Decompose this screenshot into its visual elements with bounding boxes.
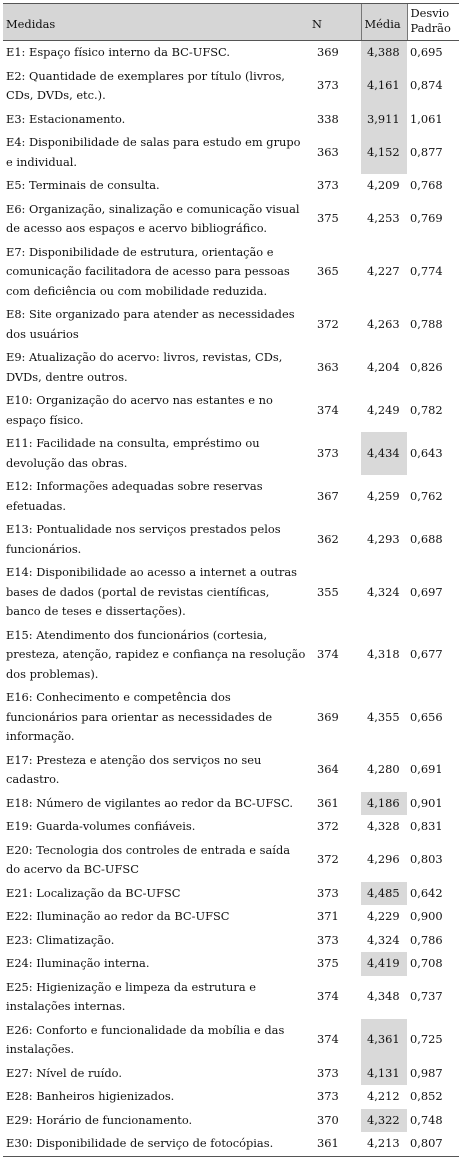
table-row [3, 241, 459, 304]
table-row [3, 65, 459, 108]
mean-cell: 4,209 [367, 178, 400, 192]
table-row [3, 108, 459, 132]
n-cell: 370 [317, 1112, 339, 1127]
table-row [3, 41, 459, 65]
n-cell: 374 [317, 1032, 339, 1047]
measure-cell: E20: Tecnologia dos controles de entrada e saída do acervo da BC-UFSC [6, 842, 291, 876]
mean-cell: 4,293 [367, 531, 400, 546]
std-dev-cell: 0,803 [410, 852, 443, 867]
n-cell: 361 [317, 795, 339, 810]
measure-cell: E27: Nível de ruído. [6, 1065, 122, 1080]
mean-cell: 4,324 [367, 932, 400, 947]
mean-cell: 4,204 [367, 359, 400, 374]
mean-cell: 4,355 [367, 709, 400, 724]
measure-cell: E15: Atendimento dos funcionários (cortesia, presteza, atenção, rapidez e confiança na resolução dos problemas). [6, 627, 306, 681]
table-row [3, 198, 459, 241]
n-cell: 375 [317, 956, 339, 970]
std-dev-cell: 0,768 [410, 178, 443, 192]
table-header [3, 4, 459, 41]
measure-cell: E18: Número de vigilantes ao redor da BC-UFSC. [6, 795, 294, 810]
table-row [3, 1019, 459, 1062]
header-n: N [309, 4, 361, 41]
std-dev-cell: 0,901 [410, 795, 443, 810]
std-dev-cell: 0,877 [410, 144, 443, 159]
mean-cell: 4,249 [367, 402, 400, 417]
measure-cell: E11: Facilidade na consulta, empréstimo ou devolução das obras. [6, 436, 260, 470]
measure-cell: E3: Estacionamento. [6, 111, 126, 126]
table-row [3, 303, 459, 346]
table-row [3, 561, 459, 624]
header-std-dev-line1: Desvio [410, 6, 450, 20]
n-cell: 372 [317, 852, 339, 867]
mean-cell: 4,227 [367, 264, 400, 278]
n-cell: 363 [317, 359, 339, 374]
std-dev-cell: 0,874 [410, 78, 443, 93]
mean-cell: 4,322 [361, 1109, 407, 1133]
n-cell: 375 [317, 211, 339, 226]
std-dev-cell: 0,788 [410, 316, 443, 331]
table-row [3, 131, 459, 174]
measure-cell: E25: Higienização e limpeza da estrutura e instalações internas. [6, 979, 256, 1013]
std-dev-cell: 0,642 [410, 885, 443, 900]
std-dev-cell: 0,695 [410, 45, 443, 59]
measure-cell: E10: Organização do acervo nas estantes e no espaço físico. [6, 393, 273, 427]
mean-cell: 4,388 [361, 41, 407, 65]
table-row [3, 432, 459, 475]
table-body [3, 41, 459, 1157]
std-dev-cell: 0,807 [407, 1132, 459, 1156]
std-dev-cell: 0,748 [410, 1112, 443, 1127]
std-dev-cell: 1,061 [410, 111, 443, 126]
n-cell: 355 [317, 584, 339, 599]
mean-cell: 4,485 [361, 882, 407, 906]
mean-cell: 4,328 [367, 819, 400, 833]
measure-cell: E21: Localização da BC-UFSC [6, 885, 181, 900]
measure-cell: E24: Iluminação interna. [6, 956, 150, 970]
measure-cell: E14: Disponibilidade ao acesso a internet a outras bases de dados (portal de revistas científicas, banco de teses e dissertações). [6, 565, 298, 618]
mean-cell: 4,318 [367, 647, 400, 661]
mean-cell: 4,361 [361, 1019, 407, 1062]
mean-cell: 4,186 [361, 792, 407, 816]
n-cell: 338 [317, 111, 339, 126]
measure-cell: E19: Guarda-volumes confiáveis. [6, 819, 196, 833]
mean-cell: 3,911 [361, 108, 407, 132]
n-cell: 365 [317, 264, 339, 278]
table-row [3, 389, 459, 432]
table-row [3, 976, 459, 1019]
mean-cell: 4,253 [367, 211, 400, 226]
table-row [3, 905, 459, 929]
table-row [3, 346, 459, 389]
measure-cell: E29: Horário de funcionamento. [6, 1112, 193, 1127]
std-dev-cell: 0,900 [410, 909, 443, 923]
std-dev-cell: 0,656 [410, 709, 443, 724]
std-dev-cell: 0,826 [410, 359, 443, 374]
measure-cell: E17: Presteza e atenção dos serviços no seu cadastro. [6, 752, 262, 786]
header-std-dev [407, 4, 459, 41]
measure-cell: E30: Disponibilidade de serviço de fotocópias. [3, 1132, 309, 1156]
mean-cell: 4,324 [367, 584, 400, 599]
measure-cell: E8: Site organizado para atender as necessidades dos usuários [6, 307, 295, 341]
table-row [3, 929, 459, 953]
measure-cell: E4: Disponibilidade de salas para estudo em grupo e individual. [6, 135, 301, 169]
mean-cell: 4,152 [361, 131, 407, 174]
std-dev-cell: 0,708 [410, 956, 443, 970]
std-dev-cell: 0,691 [410, 762, 443, 777]
std-dev-cell: 0,786 [410, 932, 443, 947]
std-dev-cell: 0,762 [410, 488, 443, 503]
std-dev-cell: 0,725 [410, 1032, 443, 1047]
header-row [3, 4, 459, 41]
n-cell: 373 [317, 178, 339, 192]
n-cell: 369 [317, 45, 339, 59]
std-dev-cell: 0,774 [410, 264, 443, 278]
std-dev-cell: 0,782 [410, 402, 443, 417]
mean-cell: 4,259 [367, 488, 400, 503]
measure-cell: E9: Atualização do acervo: livros, revistas, CDs, DVDs, dentre outros. [6, 350, 283, 384]
table-row [3, 624, 459, 687]
table-row [3, 952, 459, 976]
table-row [3, 882, 459, 906]
table-row [3, 686, 459, 749]
measure-cell: E12: Informações adequadas sobre reservas efetuadas. [6, 479, 263, 513]
n-cell: 373 [317, 1065, 339, 1080]
n-cell: 373 [317, 1089, 339, 1103]
n-cell: 372 [317, 316, 339, 331]
table-row [3, 1109, 459, 1133]
measure-cell: E16: Conhecimento e competência dos funcionários para orientar as necessidades de informação. [6, 690, 273, 743]
std-dev-cell: 0,643 [410, 445, 443, 460]
measure-cell: E6: Organização, sinalização e comunicação visual de acesso aos espaços e acervo bibliográfico. [6, 201, 300, 235]
n-cell: 373 [317, 445, 339, 460]
n-cell: 373 [317, 932, 339, 947]
table-row [3, 792, 459, 816]
table-row [3, 815, 459, 839]
std-dev-cell: 0,688 [410, 531, 443, 546]
std-dev-cell: 0,677 [410, 647, 443, 661]
table-row [3, 1132, 459, 1156]
table-row [3, 1085, 459, 1109]
mean-cell: 4,280 [367, 762, 400, 777]
table-row [3, 174, 459, 198]
mean-cell: 4,434 [361, 432, 407, 475]
n-cell: 373 [317, 78, 339, 93]
n-cell: 361 [309, 1132, 361, 1156]
std-dev-cell: 0,737 [410, 989, 443, 1004]
statistics-table [3, 3, 459, 1157]
n-cell: 363 [317, 144, 339, 159]
n-cell: 374 [317, 647, 339, 661]
std-dev-cell: 0,852 [410, 1089, 443, 1103]
mean-cell: 4,161 [361, 65, 407, 108]
n-cell: 373 [317, 885, 339, 900]
n-cell: 369 [317, 709, 339, 724]
header-measures: Medidas [3, 4, 309, 41]
std-dev-cell: 0,769 [410, 211, 443, 226]
mean-cell: 4,212 [367, 1089, 400, 1103]
n-cell: 362 [317, 531, 339, 546]
measure-cell: E5: Terminais de consulta. [6, 178, 160, 192]
std-dev-cell: 0,987 [410, 1065, 443, 1080]
measure-cell: E13: Pontualidade nos serviços prestados pelos funcionários. [6, 522, 281, 556]
n-cell: 374 [317, 989, 339, 1004]
mean-cell: 4,263 [367, 316, 400, 331]
mean-cell: 4,348 [367, 989, 400, 1004]
n-cell: 371 [317, 909, 339, 923]
measure-cell: E7: Disponibilidade de estrutura, orientação e comunicação facilitadora de acesso para pessoas com deficiência ou com mobilidade reduzida. [6, 244, 290, 298]
n-cell: 372 [317, 819, 339, 833]
measure-cell: E26: Conforto e funcionalidade da mobília e das instalações. [6, 1022, 285, 1056]
table-row [3, 1062, 459, 1086]
measure-cell: E23: Climatização. [6, 932, 115, 947]
table-row [3, 475, 459, 518]
mean-cell: 4,419 [361, 952, 407, 976]
mean-cell: 4,213 [361, 1132, 407, 1156]
header-mean: Média [361, 4, 407, 41]
measure-cell: E28: Banheiros higienizados. [6, 1089, 175, 1103]
n-cell: 374 [317, 402, 339, 417]
table-row [3, 749, 459, 792]
measure-cell: E22: Iluminação ao redor da BC-UFSC [6, 909, 230, 923]
table-row [3, 518, 459, 561]
mean-cell: 4,131 [361, 1062, 407, 1086]
n-cell: 364 [317, 762, 339, 777]
std-dev-cell: 0,697 [410, 584, 443, 599]
measure-cell: E2: Quantidade de exemplares por título (livros, CDs, DVDs, etc.). [6, 68, 285, 102]
measure-cell: E1: Espaço físico interno da BC-UFSC. [6, 45, 230, 59]
mean-cell: 4,229 [367, 909, 400, 923]
n-cell: 367 [317, 488, 339, 503]
header-std-dev-line2: Padrão [410, 21, 451, 35]
std-dev-cell: 0,831 [410, 819, 443, 833]
mean-cell: 4,296 [367, 852, 400, 867]
table-row [3, 839, 459, 882]
